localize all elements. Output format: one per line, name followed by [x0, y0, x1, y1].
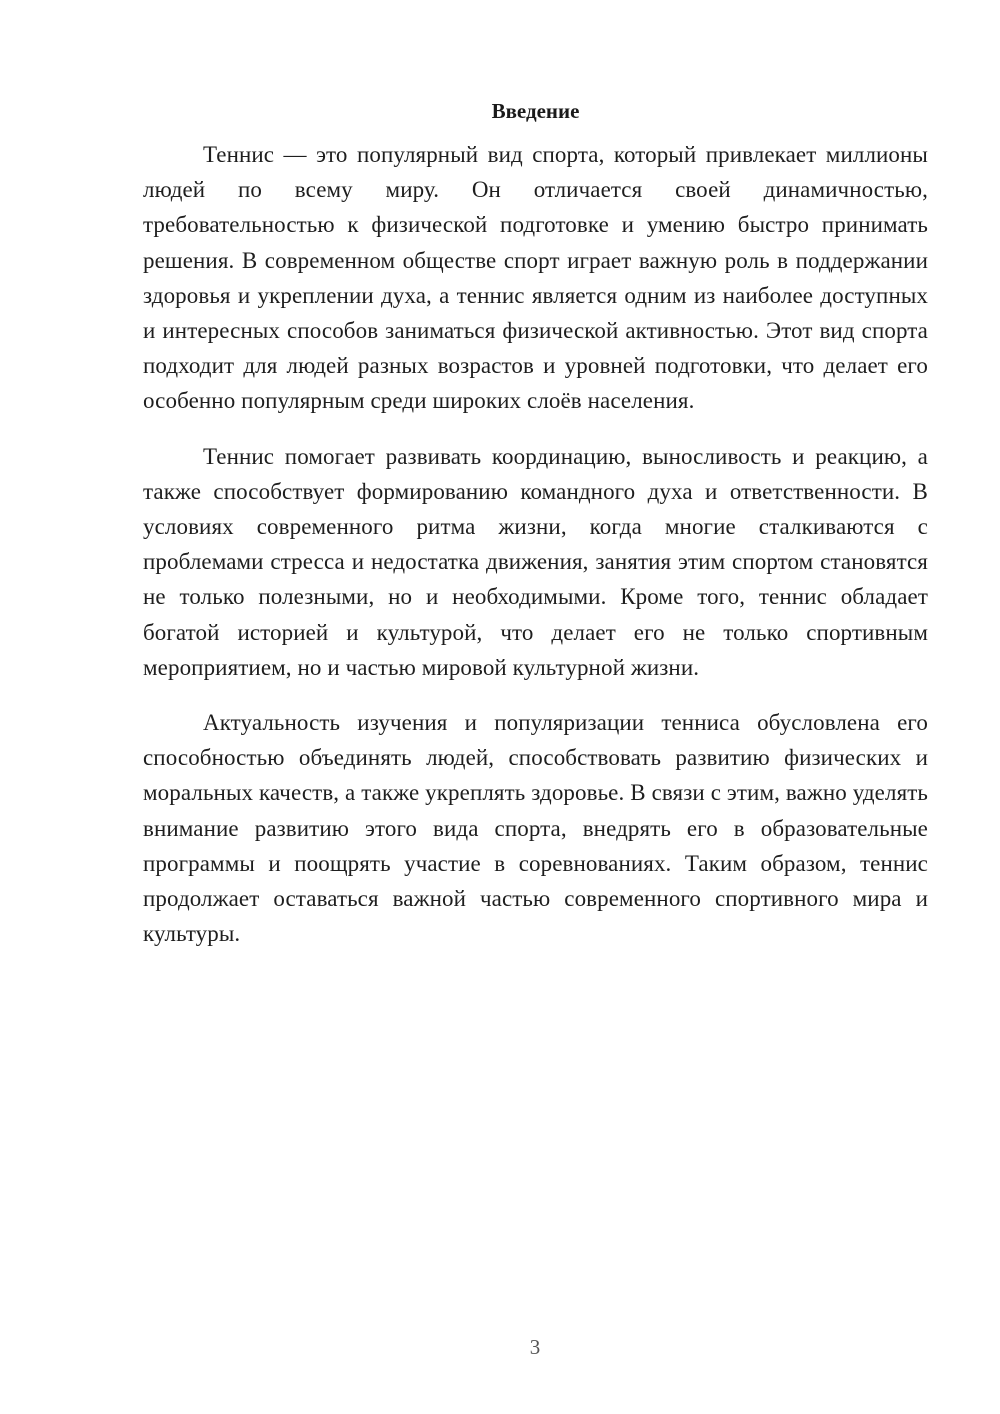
paragraph-3: Актуальность изучения и популяризации тенниса обусловлена его способностью объединять людей, способствовать развитию физических и моральных качеств, а также укреплять здоровье. В связи с этим, важно уделять внимание развитию этого вида спорта, внедрять его в образовательные программы и поощрять участие в соревнованиях. Таким образом, теннис продолжает оставаться важной частью современного спортивного мира и культуры.: [143, 710, 928, 947]
section-heading: Введение: [491, 99, 580, 123]
paragraph-1: Теннис — это популярный вид спорта, который привлекает миллионы людей по всему миру. Он отличается своей динамичностью, требовательностью к физической подготовке и умению быстро принимать решения. В современном обществе спорт играет важную роль в поддержании здоровья и укреплении духа, а теннис является одним из наиболее доступных и интересных способов заниматься физической активностью. Этот вид спорта подходит для людей разных возрастов и уровней подготовки, что делает его особенно популярным среди широких слоёв населения.: [143, 142, 928, 414]
page-number: 3: [529, 1335, 541, 1359]
page-content: [143, 96, 928, 971]
paragraph-2: Теннис помогает развивать координацию, выносливость и реакцию, а также способствует формированию командного духа и ответственности. В условиях современного ритма жизни, когда многие сталкиваются с проблемами стресса и недостатка движения, занятия этим спортом становятся не только полезными, но и необходимыми. Кроме того, теннис обладает богатой историей и культурой, что делает его не только спортивным мероприятием, но и частью мировой культурной жизни.: [143, 443, 928, 680]
